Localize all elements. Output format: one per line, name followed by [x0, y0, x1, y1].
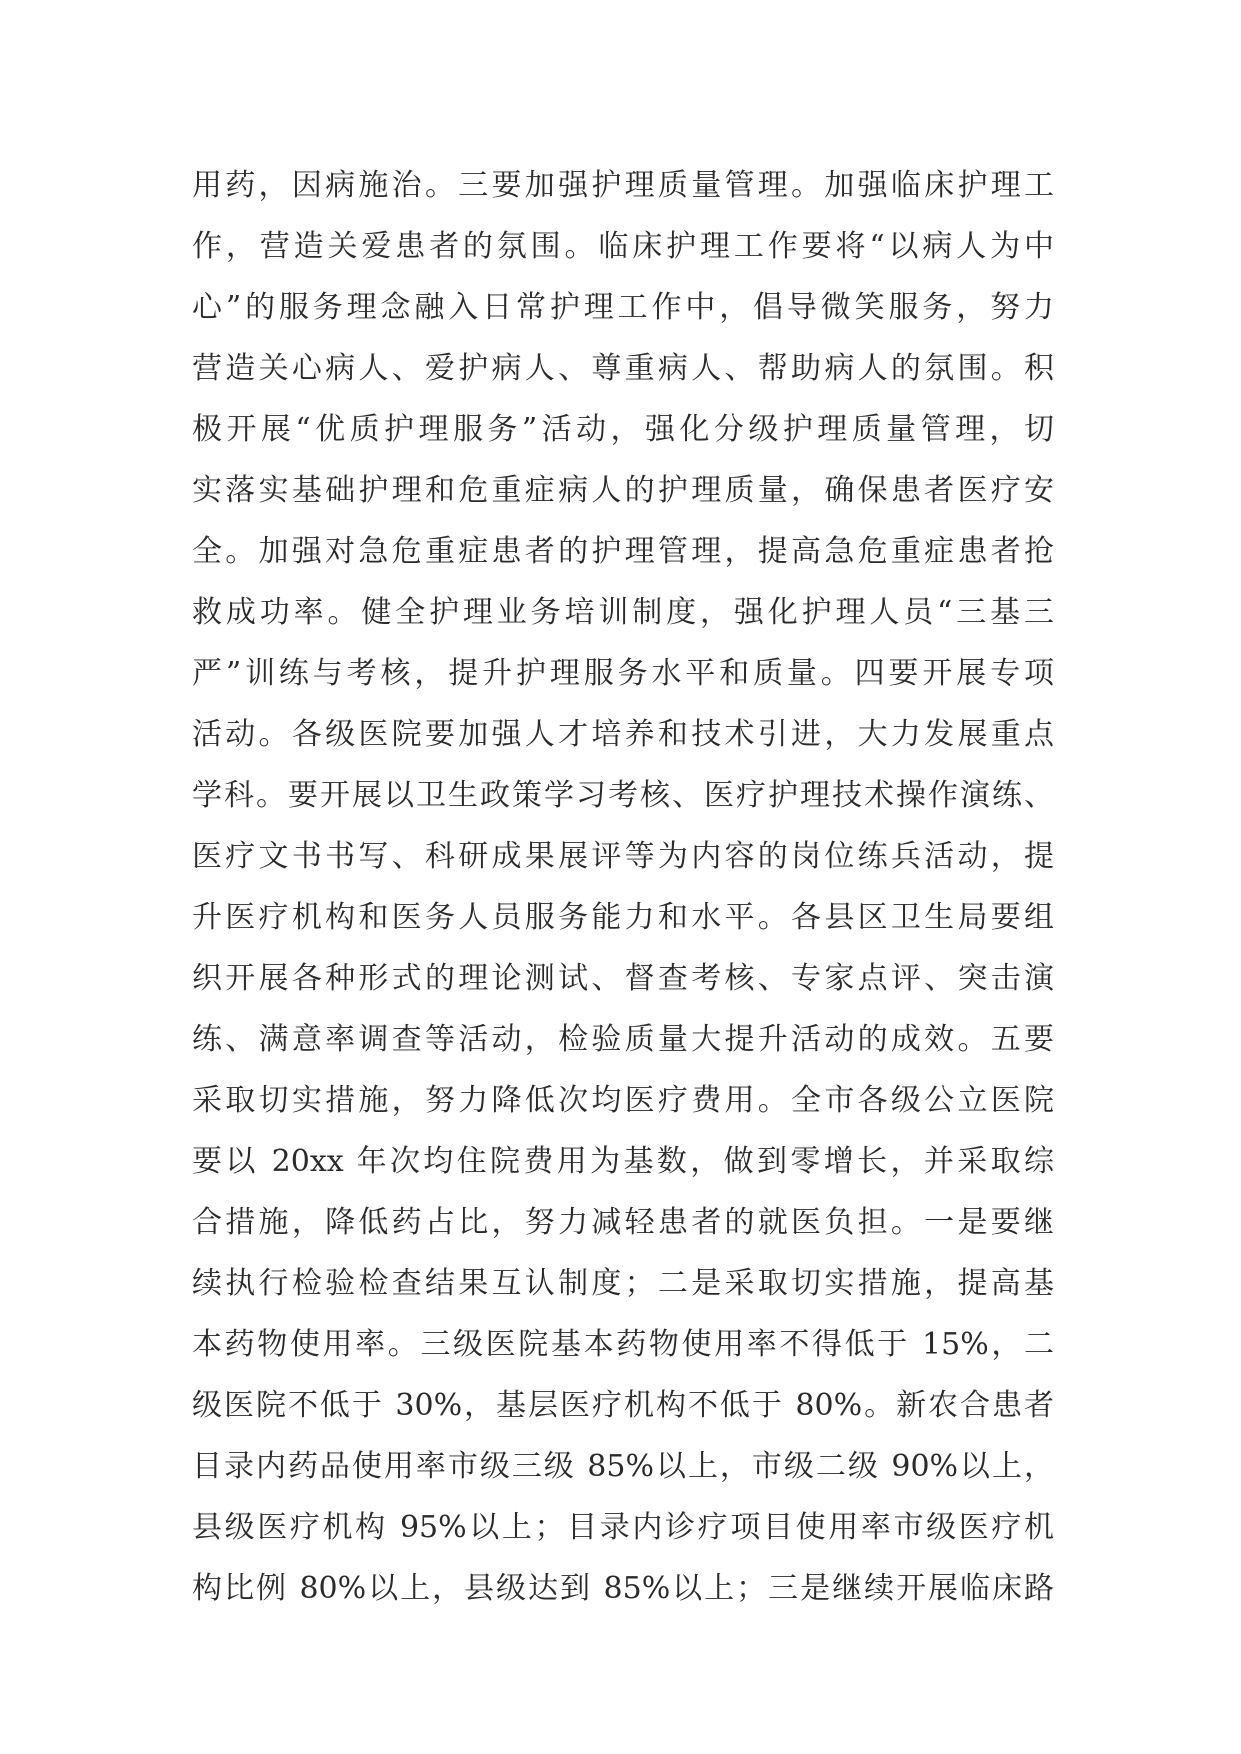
text-line: 采取切实措施，努力降低次均医疗费用。全市各级公立医院 — [192, 1083, 1054, 1118]
text-line: 目录内药品使用率市级三级 85%以上，市级二级 90%以上， — [192, 1449, 1054, 1484]
text-line: 级医院不低于 30%，基层医疗机构不低于 80%。新农合患者 — [192, 1388, 1054, 1423]
text-line: 活动。各级医院要加强人才培养和技术引进，大力发展重点 — [192, 717, 1054, 752]
text-line: 本药物使用率。三级医院基本药物使用率不得低于 15%，二 — [192, 1327, 1054, 1362]
text-line: 要以 20xx 年次均住院费用为基数，做到零增长，并采取综 — [192, 1144, 1054, 1179]
text-line: 续执行检验检查结果互认制度；二是采取切实措施，提高基 — [192, 1266, 1054, 1301]
text-line: 升医疗机构和医务人员服务能力和水平。各县区卫生局要组 — [192, 900, 1054, 935]
text-line: 织开展各种形式的理论测试、督查考核、专家点评、突击演 — [192, 961, 1054, 996]
text-line: 实落实基础护理和危重症病人的护理质量，确保患者医疗安 — [192, 473, 1054, 508]
text-line: 构比例 80%以上，县级达到 85%以上；三是继续开展临床路 — [192, 1571, 1054, 1606]
text-line: 作，营造关爱患者的氛围。临床护理工作要将“以病人为中 — [192, 229, 1054, 264]
text-line: 救成功率。健全护理业务培训制度，强化护理人员“三基三 — [192, 595, 1054, 630]
text-line: 心”的服务理念融入日常护理工作中，倡导微笑服务，努力 — [192, 290, 1054, 325]
text-line: 极开展“优质护理服务”活动，强化分级护理质量管理，切 — [192, 412, 1054, 447]
text-line: 学科。要开展以卫生政策学习考核、医疗护理技术操作演练、 — [192, 778, 1054, 813]
text-line: 医疗文书书写、科研成果展评等为内容的岗位练兵活动，提 — [192, 839, 1054, 874]
text-line: 练、满意率调查等活动，检验质量大提升活动的成效。五要 — [192, 1022, 1054, 1057]
body-text — [192, 155, 1054, 1619]
text-line: 用药，因病施治。三要加强护理质量管理。加强临床护理工 — [192, 168, 1054, 203]
text-line: 合措施，降低药占比，努力减轻患者的就医负担。一是要继 — [192, 1205, 1054, 1240]
text-line: 严”训练与考核，提升护理服务水平和质量。四要开展专项 — [192, 656, 1054, 691]
text-line: 县级医疗机构 95%以上；目录内诊疗项目使用率市级医疗机 — [192, 1510, 1054, 1545]
text-line: 全。加强对急危重症患者的护理管理，提高急危重症患者抢 — [192, 534, 1054, 569]
text-line: 营造关心病人、爱护病人、尊重病人、帮助病人的氛围。积 — [192, 351, 1054, 386]
